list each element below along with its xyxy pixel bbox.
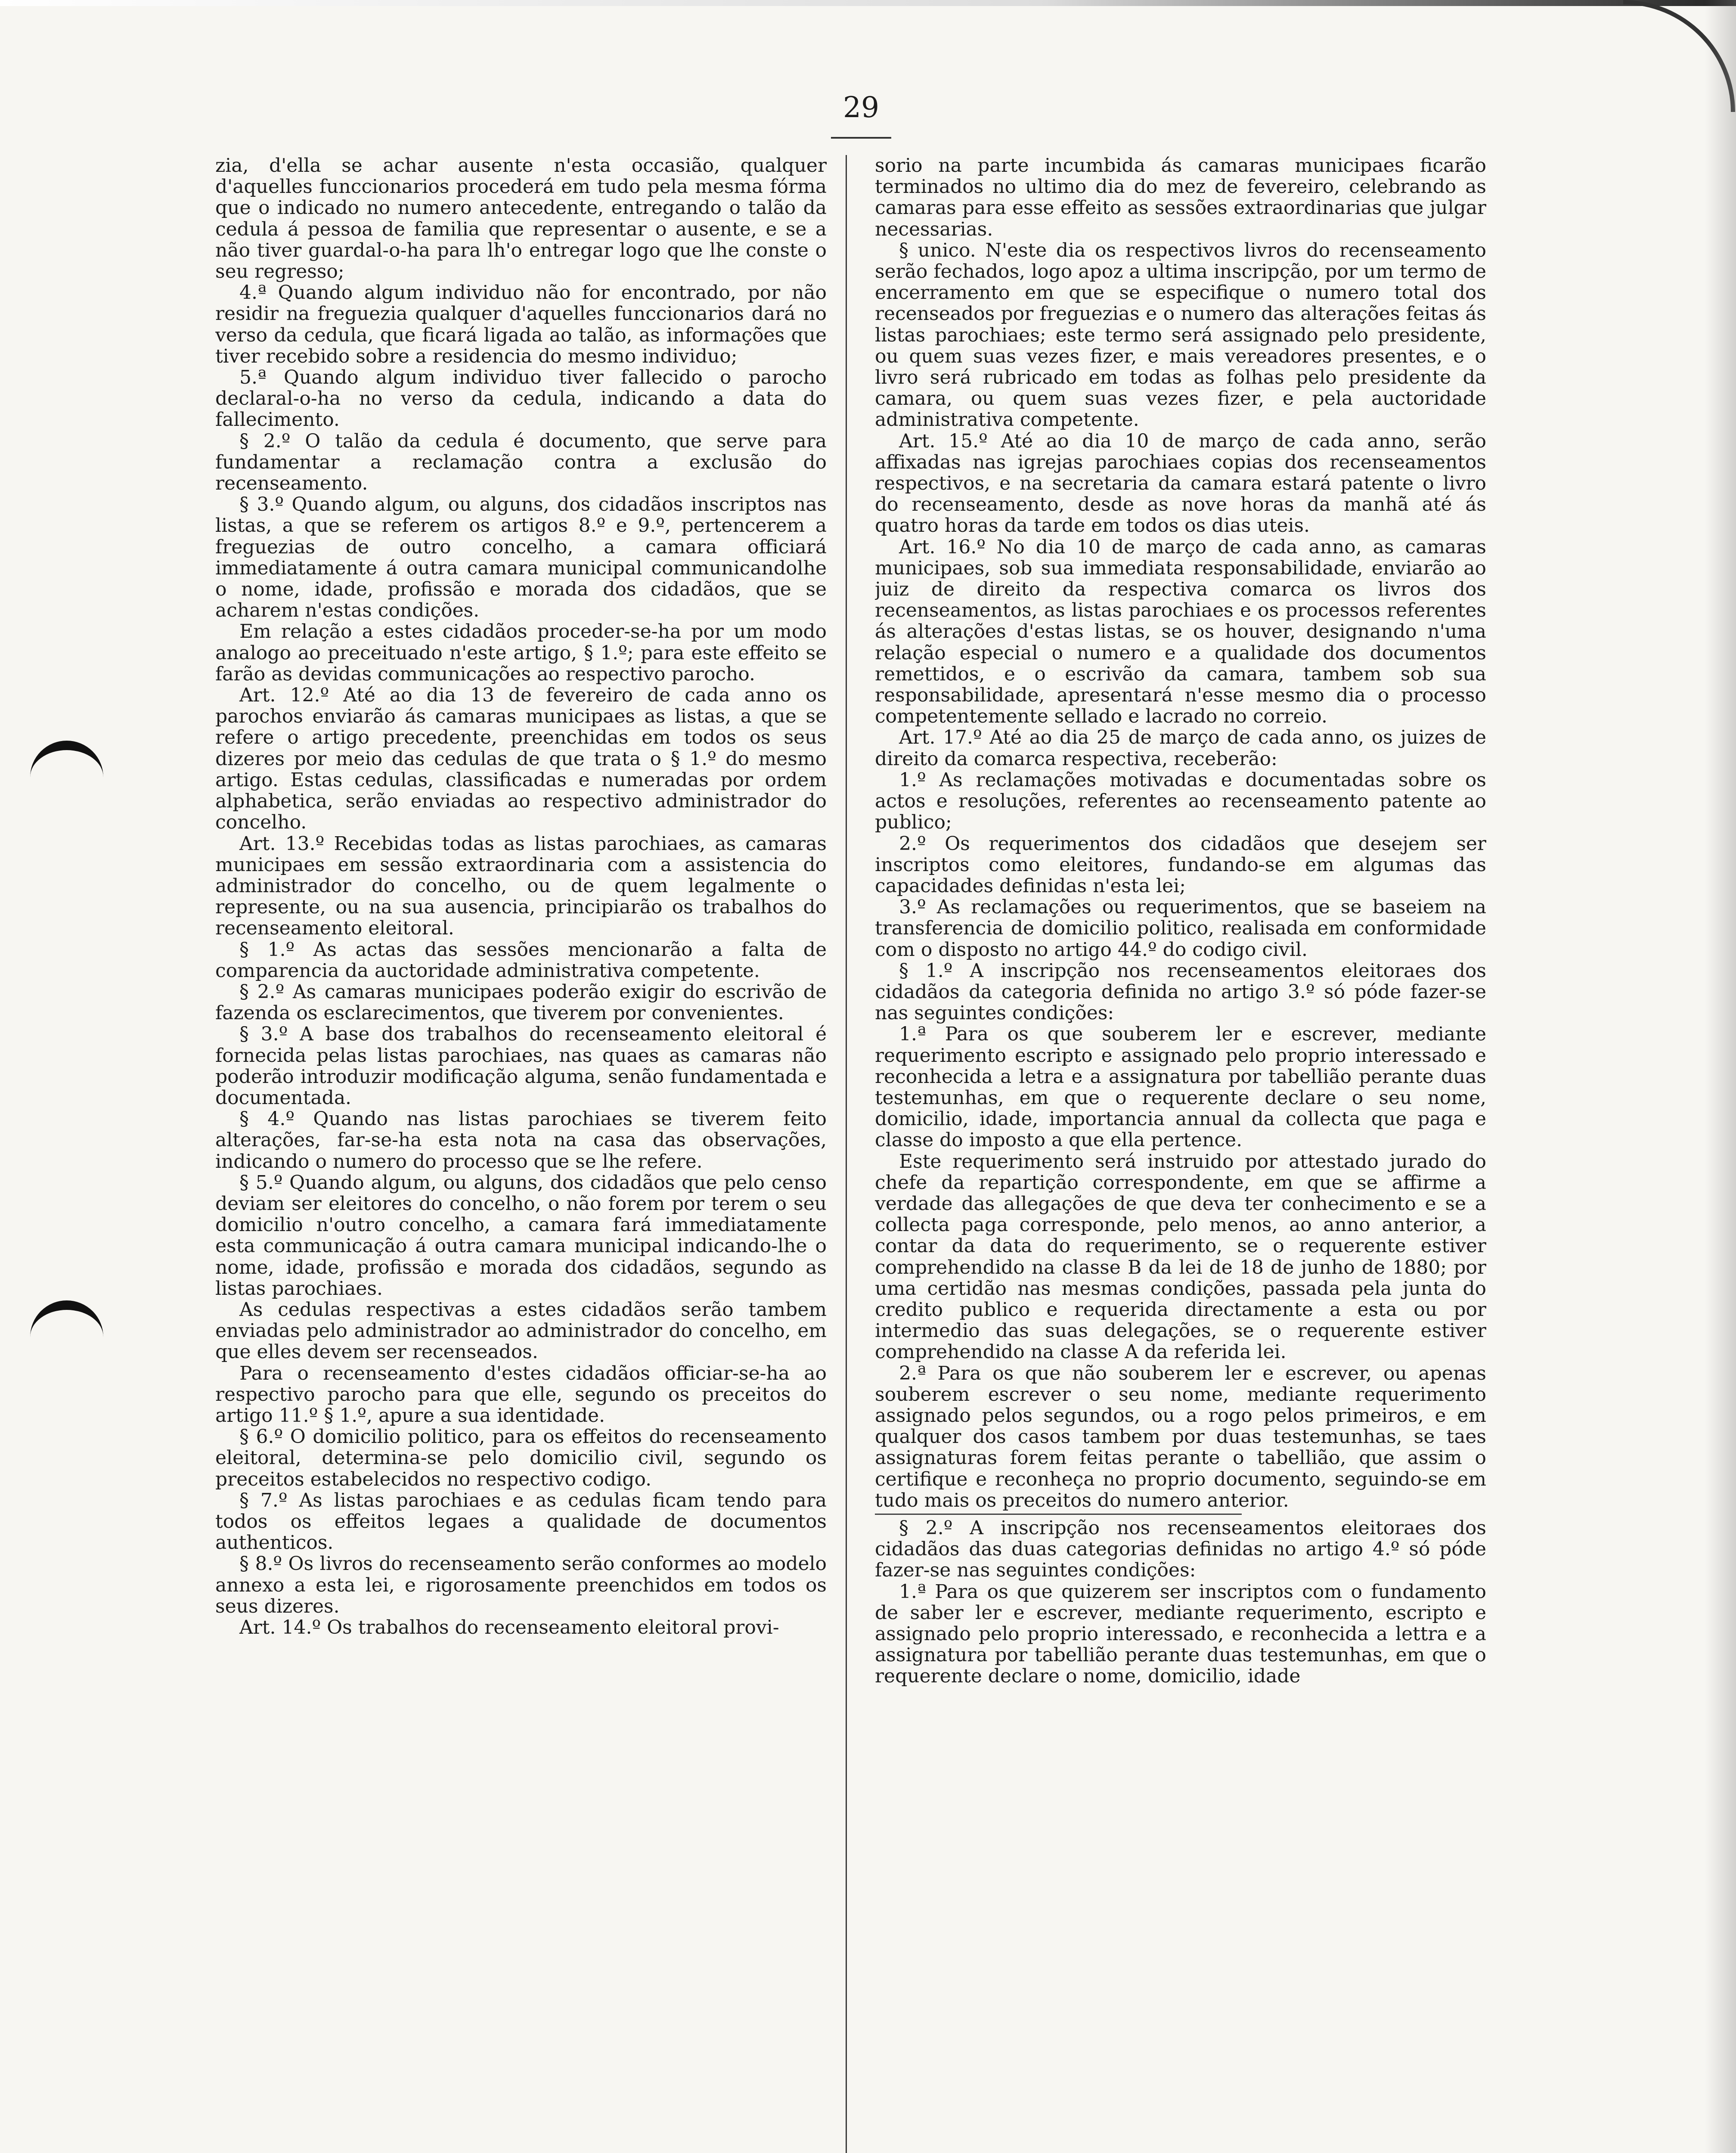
paragraph: Em relação a estes cidadãos proceder-se-ha por um modo analogo ao preceituado n'este artigo, § 1.º; para este effeito se farão as devidas communicações ao respectivo parocho. bbox=[215, 620, 827, 685]
paragraph: § 1.º As actas das sessões mencionarão a falta de comparencia da auctoridade administrativa competente. bbox=[215, 938, 827, 982]
column-divider bbox=[846, 155, 847, 2153]
paragraph: 3.º As reclamações ou requerimentos, que se baseiem na transferencia de domicilio politico, realisada em conformidade com o disposto no artigo 44.º do codigo civil. bbox=[875, 896, 1486, 961]
paragraph: § 1.º A inscripção nos recenseamentos eleitoraes dos cidadãos da categoria definida no artigo 3.º só póde fazer-se nas seguintes condições: bbox=[875, 959, 1486, 1024]
margin-ink-mark bbox=[30, 741, 103, 779]
paragraph: Este requerimento será instruido por attestado jurado do chefe da repartição correspondente, em que se affirme a verdade das allegações de que deva ter conhecimento e se a collecta paga corresponde, pelo menos, ao anno anterior, a contar da data do requerimento, se o requerente estiver comprehendido na classe B da lei de 18 de junho de 1880; por uma certidão nas mesmas condições, passada pela junta do credito publico e requerida directamente a esta ou por intermedio das suas delegações, se o requerente estiver comprehendido na classe A da referida lei. bbox=[875, 1150, 1486, 1363]
paragraph: Art. 12.º Até ao dia 13 de fevereiro de cada anno os parochos enviarão ás camaras municipaes as listas, a que se refere o artigo precedente, preenchidas em todos os seus dizeres por meio das cedulas de que trata o § 1.º do mesmo artigo. Estas cedulas, classificadas e numeradas por ordem alphabetica, serão enviadas ao respectivo administrador do concelho. bbox=[215, 684, 827, 834]
paragraph: 2.º Os requerimentos dos cidadãos que desejem ser inscriptos como eleitores, fundando-se em algumas das capacidades definidas n'esta lei; bbox=[875, 832, 1486, 897]
paragraph: 2.ª Para os que não souberem ler e escrever, ou apenas souberem escrever o seu nome, mediante requerimento assignado pelos segundos, ou a rogo pelos primeiros, e em qualquer dos casos tambem por duas testemunhas, se taes assignaturas forem feitas perante o tabellião, que assim o certifique e reconheça no proprio documento, seguindo-se em tudo mais os preceitos do numero anterior. bbox=[875, 1362, 1486, 1511]
left-column bbox=[215, 155, 827, 2153]
paragraph: § 3.º A base dos trabalhos do recenseamento eleitoral é fornecida pelas listas parochiaes, nas quaes as camaras não poderão introduzir modificação alguma, senão fundamentada e documentada. bbox=[215, 1023, 827, 1109]
paragraph: 1.º As reclamações motivadas e documentadas sobre os actos e resoluções, referentes ao recenseamento patente ao publico; bbox=[875, 769, 1486, 834]
page-number-rule bbox=[831, 137, 891, 139]
paragraph: 1.ª Para os que souberem ler e escrever, mediante requerimento escripto e assignado pelo proprio interessado e reconhecida a letra e a assignatura por tabellião perante duas testemunhas, em que o requerente declare o seu nome, domicilio, idade, importancia annual da collecta que paga e classe do imposto a que ella pertence. bbox=[875, 1023, 1486, 1151]
paragraph: 4.ª Quando algum individuo não for encontrado, por não residir na freguezia qualquer d'aquelles funccionarios dará no verso da cedula, que ficará ligada ao talão, as informações que tiver recebido sobre a residencia do mesmo individuo; bbox=[215, 282, 827, 367]
paragraph: § unico. N'este dia os respectivos livros do recenseamento serão fechados, logo apoz a ultima inscripção, por um termo de encerramento em que se especifique o numero total dos recenseados por freguezias e o numero das alterações feitas ás listas parochiaes; este termo será assignado pelo presidente, ou quem suas vezes fizer, e mais vereadores presentes, e o livro será rubricado em todas as folhas pelo presidente da camara, ou quem suas vezes fizer, e pela auctoridade administrativa competente. bbox=[875, 239, 1486, 431]
page-right-edge-shadow bbox=[1705, 0, 1736, 2153]
right-column bbox=[875, 155, 1486, 2153]
paragraph: Art. 13.º Recebidas todas as listas parochiaes, as camaras municipaes em sessão extraordinaria com a assistencia do administrador do concelho, ou de quem legalmente o represente, ou na sua ausencia, principiarão os trabalhos do recenseamento eleitoral. bbox=[215, 832, 827, 940]
paragraph: § 5.º Quando algum, ou alguns, dos cidadãos que pelo censo deviam ser eleitores do concelho, o não forem por terem o seu domicilio n'outro concelho, a camara fará immediatamente esta communicação á outra camara municipal indicando-lhe o nome, idade, profissão e morada dos cidadãos, segundo as listas parochiaes. bbox=[215, 1171, 827, 1300]
paragraph: Art. 14.º Os trabalhos do recenseamento eleitoral provi- bbox=[239, 1616, 779, 1639]
paragraph: § 4.º Quando nas listas parochiaes se tiverem feito alterações, far-se-ha esta nota na casa das observações, indicando o numero do processo que se lhe refere. bbox=[215, 1108, 827, 1173]
section-rule bbox=[875, 1514, 1242, 1515]
paragraph: § 7.º As listas parochiaes e as cedulas ficam tendo para todos os effeitos legaes a qualidade de documentos authenticos. bbox=[215, 1489, 827, 1554]
page-top-edge bbox=[0, 0, 1736, 6]
paragraph: Art. 15.º Até ao dia 10 de março de cada anno, serão affixadas nas igrejas parochiaes copias dos recenseamentos respectivos, e na secretaria da camara estará patente o livro do recenseamento, desde as nove horas da manhã até ás quatro horas da tarde em todos os dias uteis. bbox=[875, 430, 1486, 537]
paragraph: § 8.º Os livros do recenseamento serão conformes ao modelo annexo a esta lei, e rigorosamente preenchidos em todos os seus dizeres. bbox=[215, 1553, 827, 1617]
page-number: 29 bbox=[843, 91, 879, 124]
paragraph: Art. 17.º Até ao dia 25 de março de cada anno, os juizes de direito da comarca respectiva, receberão: bbox=[875, 726, 1486, 770]
paragraph: As cedulas respectivas a estes cidadãos serão tambem enviadas pelo administrador ao administrador do concelho, em que elles devem ser recenseados. bbox=[215, 1298, 827, 1363]
margin-ink-mark bbox=[30, 1300, 103, 1339]
paragraph: 1.ª Para os que quizerem ser inscriptos com o fundamento de saber ler e escrever, mediante requerimento, escripto e assignado pelo proprio interessado, e reconhecida a lettra e a assignatura por tabellião perante duas testemunhas, em que o requerente declare o nome, domicilio, idade bbox=[875, 1580, 1486, 1688]
paragraph: § 2.º As camaras municipaes poderão exigir do escrivão de fazenda os esclarecimentos, que tiverem por convenientes. bbox=[215, 980, 827, 1024]
paragraph: § 3.º Quando algum, ou alguns, dos cidadãos inscriptos nas listas, a que se referem os artigos 8.º e 9.º, pertencerem a freguezias de outro concelho, a camara officiará immediatamente á outra camara municipal communicandolhe o nome, idade, profissão e morada dos cidadãos, que se acharem n'estas condições. bbox=[215, 493, 827, 622]
paragraph: sorio na parte incumbida ás camaras municipaes ficarão terminados no ultimo dia do mez de fevereiro, celebrando as camaras para esse effeito as sessões extraordinarias que julgar necessarias. bbox=[875, 155, 1486, 240]
paragraph: § 6.º O domicilio politico, para os effeitos do recenseamento eleitoral, determina-se pelo domicilio civil, segundo os preceitos estabelecidos no respectivo codigo. bbox=[215, 1426, 827, 1490]
paragraph: Para o recenseamento d'estes cidadãos officiar-se-ha ao respectivo parocho para que elle, segundo os preceitos do artigo 11.º § 1.º, apure a sua identidade. bbox=[215, 1362, 827, 1427]
paragraph: 5.ª Quando algum individuo tiver fallecido o parocho declaral-o-ha no verso da cedula, indicando a data do fallecimento. bbox=[215, 366, 827, 431]
paragraph: Art. 16.º No dia 10 de março de cada anno, as camaras municipaes, sob sua immediata responsabilidade, enviarão ao juiz de direito da respectiva comarca os livros dos recenseamentos, as listas parochiaes e os processos referentes ás alterações d'estas listas, se os houver, designando n'uma relação especial o numero e a qualidade dos documentos remettidos, e o escrivão da camara, tambem sob sua responsabilidade, apresentará n'esse mesmo dia o processo competentemente sellado e lacrado no correio. bbox=[875, 536, 1486, 728]
paragraph: § 2.º O talão da cedula é documento, que serve para fundamentar a reclamação contra a exclusão do recenseamento. bbox=[215, 430, 827, 495]
paragraph: § 2.º A inscripção nos recenseamentos eleitoraes dos cidadãos das duas categorias definidas no artigo 4.º só póde fazer-se nas seguintes condições: bbox=[875, 1517, 1486, 1582]
paragraph: zia, d'ella se achar ausente n'esta occasião, qualquer d'aquelles funccionarios procederá em tudo pela mesma fórma que o indicado no numero antecedente, entregando o talão da cedula á pessoa de familia que representar o ausente, e se a não tiver guardal-o-ha para lh'o entregar logo que lhe conste o seu regresso; bbox=[215, 155, 827, 283]
